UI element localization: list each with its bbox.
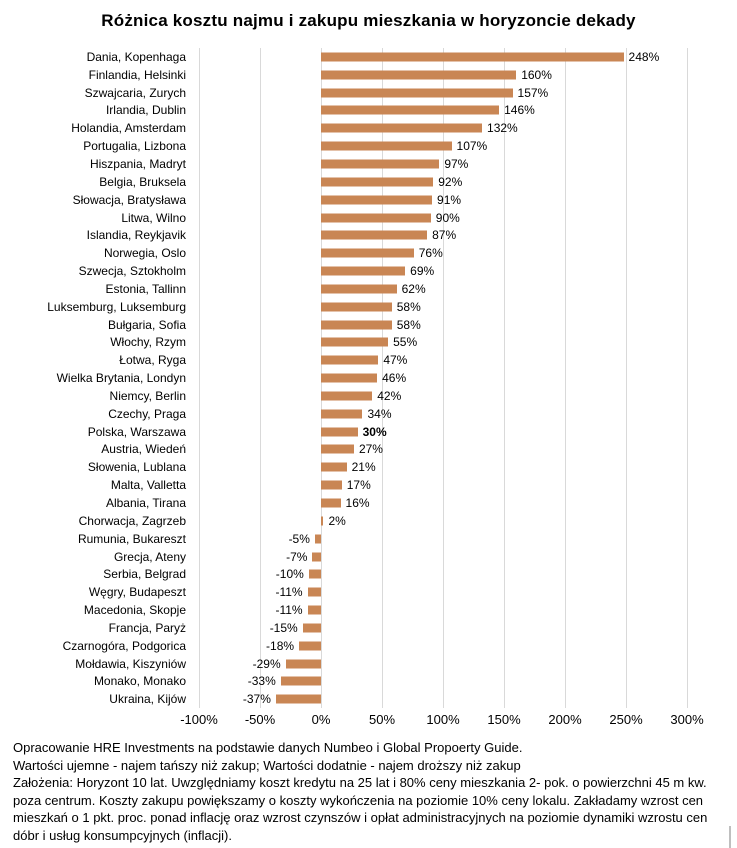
row-plot — [199, 351, 687, 369]
category-label: Norwegia, Oslo — [103, 246, 186, 261]
category-label: Serbia, Belgrad — [103, 567, 186, 582]
row-plot — [199, 209, 687, 227]
bar — [321, 142, 452, 151]
row-plot — [199, 191, 687, 209]
x-axis-tick-label: 150% — [487, 712, 521, 727]
category-label: Czechy, Praga — [108, 406, 186, 421]
value-label: 76% — [418, 246, 443, 261]
bar-row — [0, 512, 737, 530]
bar-row — [0, 423, 737, 441]
bar — [276, 695, 321, 704]
bar-row — [0, 262, 737, 280]
bar-row — [0, 655, 737, 673]
category-label: Słowenia, Lublana — [87, 460, 186, 475]
row-plot — [199, 173, 687, 191]
category-label: Finlandia, Helsinki — [88, 67, 186, 82]
row-plot — [199, 262, 687, 280]
category-label: Austria, Wiedeń — [101, 442, 186, 457]
legend-note: Wartości ujemne - najem tańszy niż zakup; Wartości dodatnie - najem droższy niż zakup — [13, 757, 521, 773]
category-label: Litwa, Wilno — [121, 210, 186, 225]
bar — [308, 606, 321, 615]
category-label: Holandia, Amsterdam — [71, 121, 186, 136]
bar-row — [0, 102, 737, 120]
value-label: 90% — [435, 210, 460, 225]
footnotes — [13, 739, 729, 845]
value-label: 2% — [328, 513, 346, 528]
value-label: 30% — [362, 424, 387, 439]
value-label: 132% — [487, 121, 518, 136]
x-axis-tick-label: -50% — [244, 712, 276, 727]
bar — [321, 338, 388, 347]
row-plot — [199, 494, 687, 512]
category-label: Estonia, Tallinn — [105, 281, 186, 296]
row-plot — [199, 66, 687, 84]
category-label: Szwecja, Sztokholm — [78, 264, 186, 279]
row-plot — [199, 458, 687, 476]
bar-row — [0, 137, 737, 155]
category-label: Dania, Kopenhaga — [86, 49, 186, 64]
row-plot — [199, 565, 687, 583]
row-plot — [199, 405, 687, 423]
bar — [321, 249, 414, 258]
category-label: Wielka Brytania, Londyn — [56, 371, 186, 386]
bar — [321, 302, 392, 311]
row-plot — [199, 423, 687, 441]
bar — [303, 623, 321, 632]
bar — [321, 177, 433, 186]
value-label: 146% — [504, 103, 535, 118]
source-note: Opracowanie HRE Investments na podstawie danych Numbeo i Global Propoerty Guide. — [13, 740, 523, 755]
bar — [321, 267, 405, 276]
value-label: 87% — [432, 228, 457, 243]
row-plot — [199, 48, 687, 66]
bar-row — [0, 298, 737, 316]
x-axis-tick-label: 50% — [368, 712, 396, 727]
bar-row — [0, 476, 737, 494]
value-label: 21% — [351, 460, 376, 475]
value-label: 58% — [396, 317, 421, 332]
chart-title: Różnica kosztu najmu i zakupu mieszkania w horyzoncie dekady — [101, 11, 636, 30]
bar — [286, 659, 321, 668]
row-plot — [199, 298, 687, 316]
row-plot — [199, 387, 687, 405]
category-label: Bułgaria, Sofia — [107, 317, 186, 332]
category-label: Albania, Tirana — [105, 496, 186, 511]
category-label: Węgry, Budapeszt — [88, 585, 186, 600]
bar-row — [0, 191, 737, 209]
window-edge-line — [729, 826, 731, 848]
row-plot — [199, 673, 687, 691]
bar — [321, 159, 439, 168]
bar — [321, 88, 513, 97]
bar — [321, 356, 378, 365]
value-label: -15% — [269, 620, 298, 635]
bar — [321, 516, 323, 525]
category-label: Włochy, Rzym — [110, 335, 186, 350]
value-label: -10% — [275, 567, 304, 582]
bar-row — [0, 226, 737, 244]
bar — [321, 124, 482, 133]
row-plot — [199, 369, 687, 387]
category-label: Ukraina, Kijów — [109, 692, 186, 707]
row-plot — [199, 476, 687, 494]
bar-row — [0, 565, 737, 583]
bar-row — [0, 84, 737, 102]
category-label: Niemcy, Berlin — [109, 388, 186, 403]
row-plot — [199, 102, 687, 120]
bar-row — [0, 690, 737, 708]
category-label: Słowacja, Bratysława — [72, 192, 186, 207]
x-axis-tick-label: -100% — [180, 712, 218, 727]
row-plot — [199, 637, 687, 655]
row-plot — [199, 583, 687, 601]
bar-row — [0, 548, 737, 566]
value-label: -11% — [275, 585, 303, 600]
category-label: Chorwacja, Zagrzeb — [78, 513, 186, 528]
value-label: 42% — [377, 388, 402, 403]
value-label: -7% — [286, 549, 308, 564]
value-label: 16% — [345, 496, 370, 511]
value-label: 91% — [437, 192, 462, 207]
category-label: Islandia, Reykjavik — [86, 228, 186, 243]
row-plot — [199, 441, 687, 459]
bar-row — [0, 48, 737, 66]
bar-row — [0, 209, 737, 227]
bar-row — [0, 280, 737, 298]
x-axis-tick-label: 100% — [426, 712, 460, 727]
bar-row — [0, 458, 737, 476]
bar-row — [0, 601, 737, 619]
bar-row — [0, 155, 737, 173]
value-label: 58% — [396, 299, 421, 314]
bar — [321, 231, 427, 240]
row-plot — [199, 548, 687, 566]
bar-row — [0, 244, 737, 262]
bar-row — [0, 173, 737, 191]
bar-row — [0, 637, 737, 655]
x-axis-tick-label: 200% — [548, 712, 582, 727]
value-label: 69% — [410, 264, 435, 279]
bar — [321, 499, 341, 508]
row-plot — [199, 155, 687, 173]
value-label: 17% — [346, 478, 371, 493]
bar-row — [0, 334, 737, 352]
x-axis — [0, 708, 737, 730]
category-label: Grecja, Ateny — [113, 549, 186, 564]
row-plot — [199, 316, 687, 334]
row-plot — [199, 619, 687, 637]
bar-row — [0, 316, 737, 334]
row-plot — [199, 137, 687, 155]
bar — [321, 445, 354, 454]
chart-rows — [0, 48, 737, 708]
row-plot — [199, 690, 687, 708]
bar — [321, 481, 342, 490]
bar — [321, 463, 347, 472]
row-plot — [199, 226, 687, 244]
bar-row — [0, 119, 737, 137]
bar — [321, 70, 516, 79]
x-axis-tick-label: 300% — [670, 712, 704, 727]
category-label: Francja, Paryż — [108, 620, 186, 635]
bar — [308, 588, 321, 597]
bar — [321, 409, 362, 418]
bar-row — [0, 494, 737, 512]
bar — [299, 641, 321, 650]
bar-row — [0, 619, 737, 637]
value-label: -18% — [266, 638, 295, 653]
bar — [321, 213, 431, 222]
category-label: Portugalia, Lizbona — [83, 139, 186, 154]
bar-row — [0, 441, 737, 459]
category-label: Czarnogóra, Podgorica — [62, 638, 186, 653]
bar — [321, 106, 499, 115]
category-label: Malta, Valletta — [110, 478, 186, 493]
category-label: Hiszpania, Madryt — [89, 156, 186, 171]
value-label: 55% — [393, 335, 418, 350]
bar — [321, 52, 624, 61]
category-label: Macedonia, Skopje — [83, 603, 186, 618]
assumptions-note: Założenia: Horyzont 10 lat. Uwzględniamy koszt kredytu na 25 lat i 80% ceny mieszkania 2- pok. o powierzchni 45 m kw. poza centrum. Koszty zakupu powiększamy o koszty wykończenia na poziomie 10% ceny lokalu. Zakładamy wzrost cen mieszkań o 1 pkt. proc. ponad inflację oraz wzrost czynszów i opłat administracyjnych na poziomie dynamiki wzrostu cen dóbr i usług konsumpcyjnych (inflacji). — [13, 775, 708, 843]
category-label: Mołdawia, Kiszyniów — [75, 656, 186, 671]
row-plot — [199, 280, 687, 298]
bar-row — [0, 673, 737, 691]
value-label: 92% — [438, 174, 463, 189]
value-label: 248% — [628, 49, 660, 64]
value-label: 46% — [382, 371, 407, 386]
category-label: Łotwa, Ryga — [119, 353, 186, 368]
bar — [321, 284, 397, 293]
category-label: Polska, Warszawa — [87, 424, 186, 439]
category-label: Szwajcaria, Zurych — [84, 85, 186, 100]
value-label: -5% — [288, 531, 310, 546]
bar-row — [0, 583, 737, 601]
bar — [312, 552, 321, 561]
row-plot — [199, 84, 687, 102]
value-label: 107% — [456, 139, 488, 154]
value-label: 27% — [358, 442, 383, 457]
bar — [321, 374, 377, 383]
row-plot — [199, 530, 687, 548]
bar-row — [0, 405, 737, 423]
row-plot — [199, 655, 687, 673]
bar-row — [0, 369, 737, 387]
bar — [321, 195, 432, 204]
row-plot — [199, 244, 687, 262]
bar-row — [0, 351, 737, 369]
bar — [281, 677, 321, 686]
value-label: -37% — [242, 692, 271, 707]
value-label: 34% — [367, 406, 392, 421]
bar-chart — [0, 48, 737, 708]
category-label: Luksemburg, Luksemburg — [47, 299, 186, 314]
category-label: Belgia, Bruksela — [99, 174, 186, 189]
value-label: 47% — [383, 353, 408, 368]
category-label: Monako, Monako — [93, 674, 186, 689]
bar — [321, 320, 392, 329]
bar — [309, 570, 321, 579]
category-label: Rumunia, Bukareszt — [77, 531, 186, 546]
category-label: Irlandia, Dublin — [105, 103, 186, 118]
value-label: -29% — [252, 656, 281, 671]
bar-row — [0, 66, 737, 84]
bar — [321, 427, 358, 436]
value-label: 157% — [517, 85, 549, 100]
bar-row — [0, 387, 737, 405]
row-plot — [199, 334, 687, 352]
bar — [315, 534, 321, 543]
row-plot — [199, 512, 687, 530]
x-axis-tick-label: 0% — [311, 712, 331, 727]
x-axis-tick-label: 250% — [609, 712, 643, 727]
bar-row — [0, 530, 737, 548]
value-label: 62% — [401, 281, 426, 296]
row-plot — [199, 601, 687, 619]
value-label: -11% — [275, 603, 303, 618]
value-label: -33% — [247, 674, 276, 689]
value-label: 97% — [444, 156, 469, 171]
row-plot — [199, 119, 687, 137]
bar — [321, 391, 372, 400]
value-label: 160% — [521, 67, 552, 82]
